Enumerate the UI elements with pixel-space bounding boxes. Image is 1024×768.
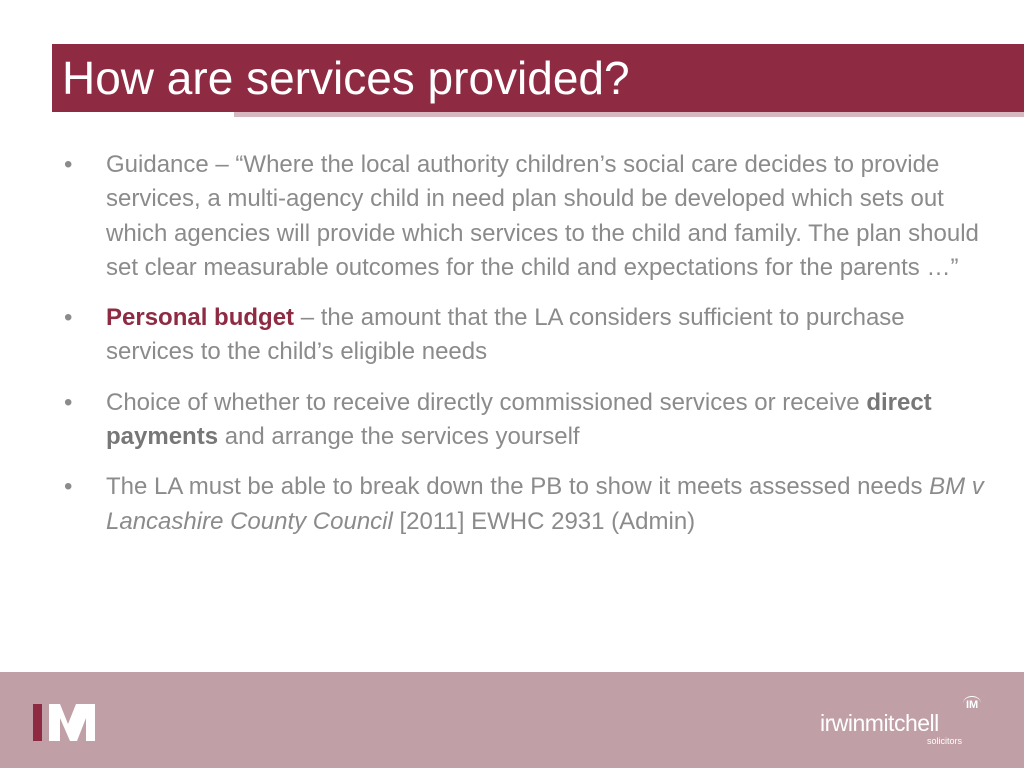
brand-mark: IM — [963, 696, 981, 711]
bullet-text: Choice of whether to receive directly commissioned services or receive — [106, 388, 867, 416]
bullet-guidance — [60, 148, 990, 285]
bullet-dot: • — [64, 151, 73, 178]
bullet-bold-term: Personal budget — [106, 304, 295, 332]
im-logo — [33, 704, 95, 741]
bullet-text: – the amount that the LA considers sufficient to purchase services to the child’s eligible needs — [106, 304, 905, 366]
bullet-choice — [60, 386, 990, 455]
bullet-text: Guidance – “Where the local authority children’s social care decides to provide services, a multi-agency child in need plan should be developed which sets out which agencies will provide which services to the child and family. The plan should set clear measurable outcomes for the child and expectations for the parents …” — [106, 151, 979, 281]
bullet-breakdown — [60, 470, 990, 539]
bullet-text: and arrange the services yourself — [218, 423, 580, 451]
bullet-dot: • — [64, 388, 73, 416]
bullet-dot: • — [64, 473, 73, 501]
bullet-text: [2011] EWHC 2931 (Admin) — [392, 507, 696, 535]
title-underline — [234, 112, 1024, 117]
bullet-case-name: BM v Lancashire County Council — [106, 473, 984, 535]
brand-subtitle: solicitors — [927, 736, 963, 746]
slide-title: How are services provided? — [62, 52, 630, 104]
bullet-personal-budget — [60, 301, 990, 370]
bullet-dot: • — [64, 304, 73, 332]
brand-name: irwinmitchell — [820, 710, 939, 736]
bullet-text: The LA must be able to break down the PB to show it meets assessed needs — [106, 473, 930, 501]
bullet-bold-term: direct payments — [106, 388, 932, 451]
bullet-list — [60, 148, 990, 555]
brand-logo — [820, 696, 1000, 746]
